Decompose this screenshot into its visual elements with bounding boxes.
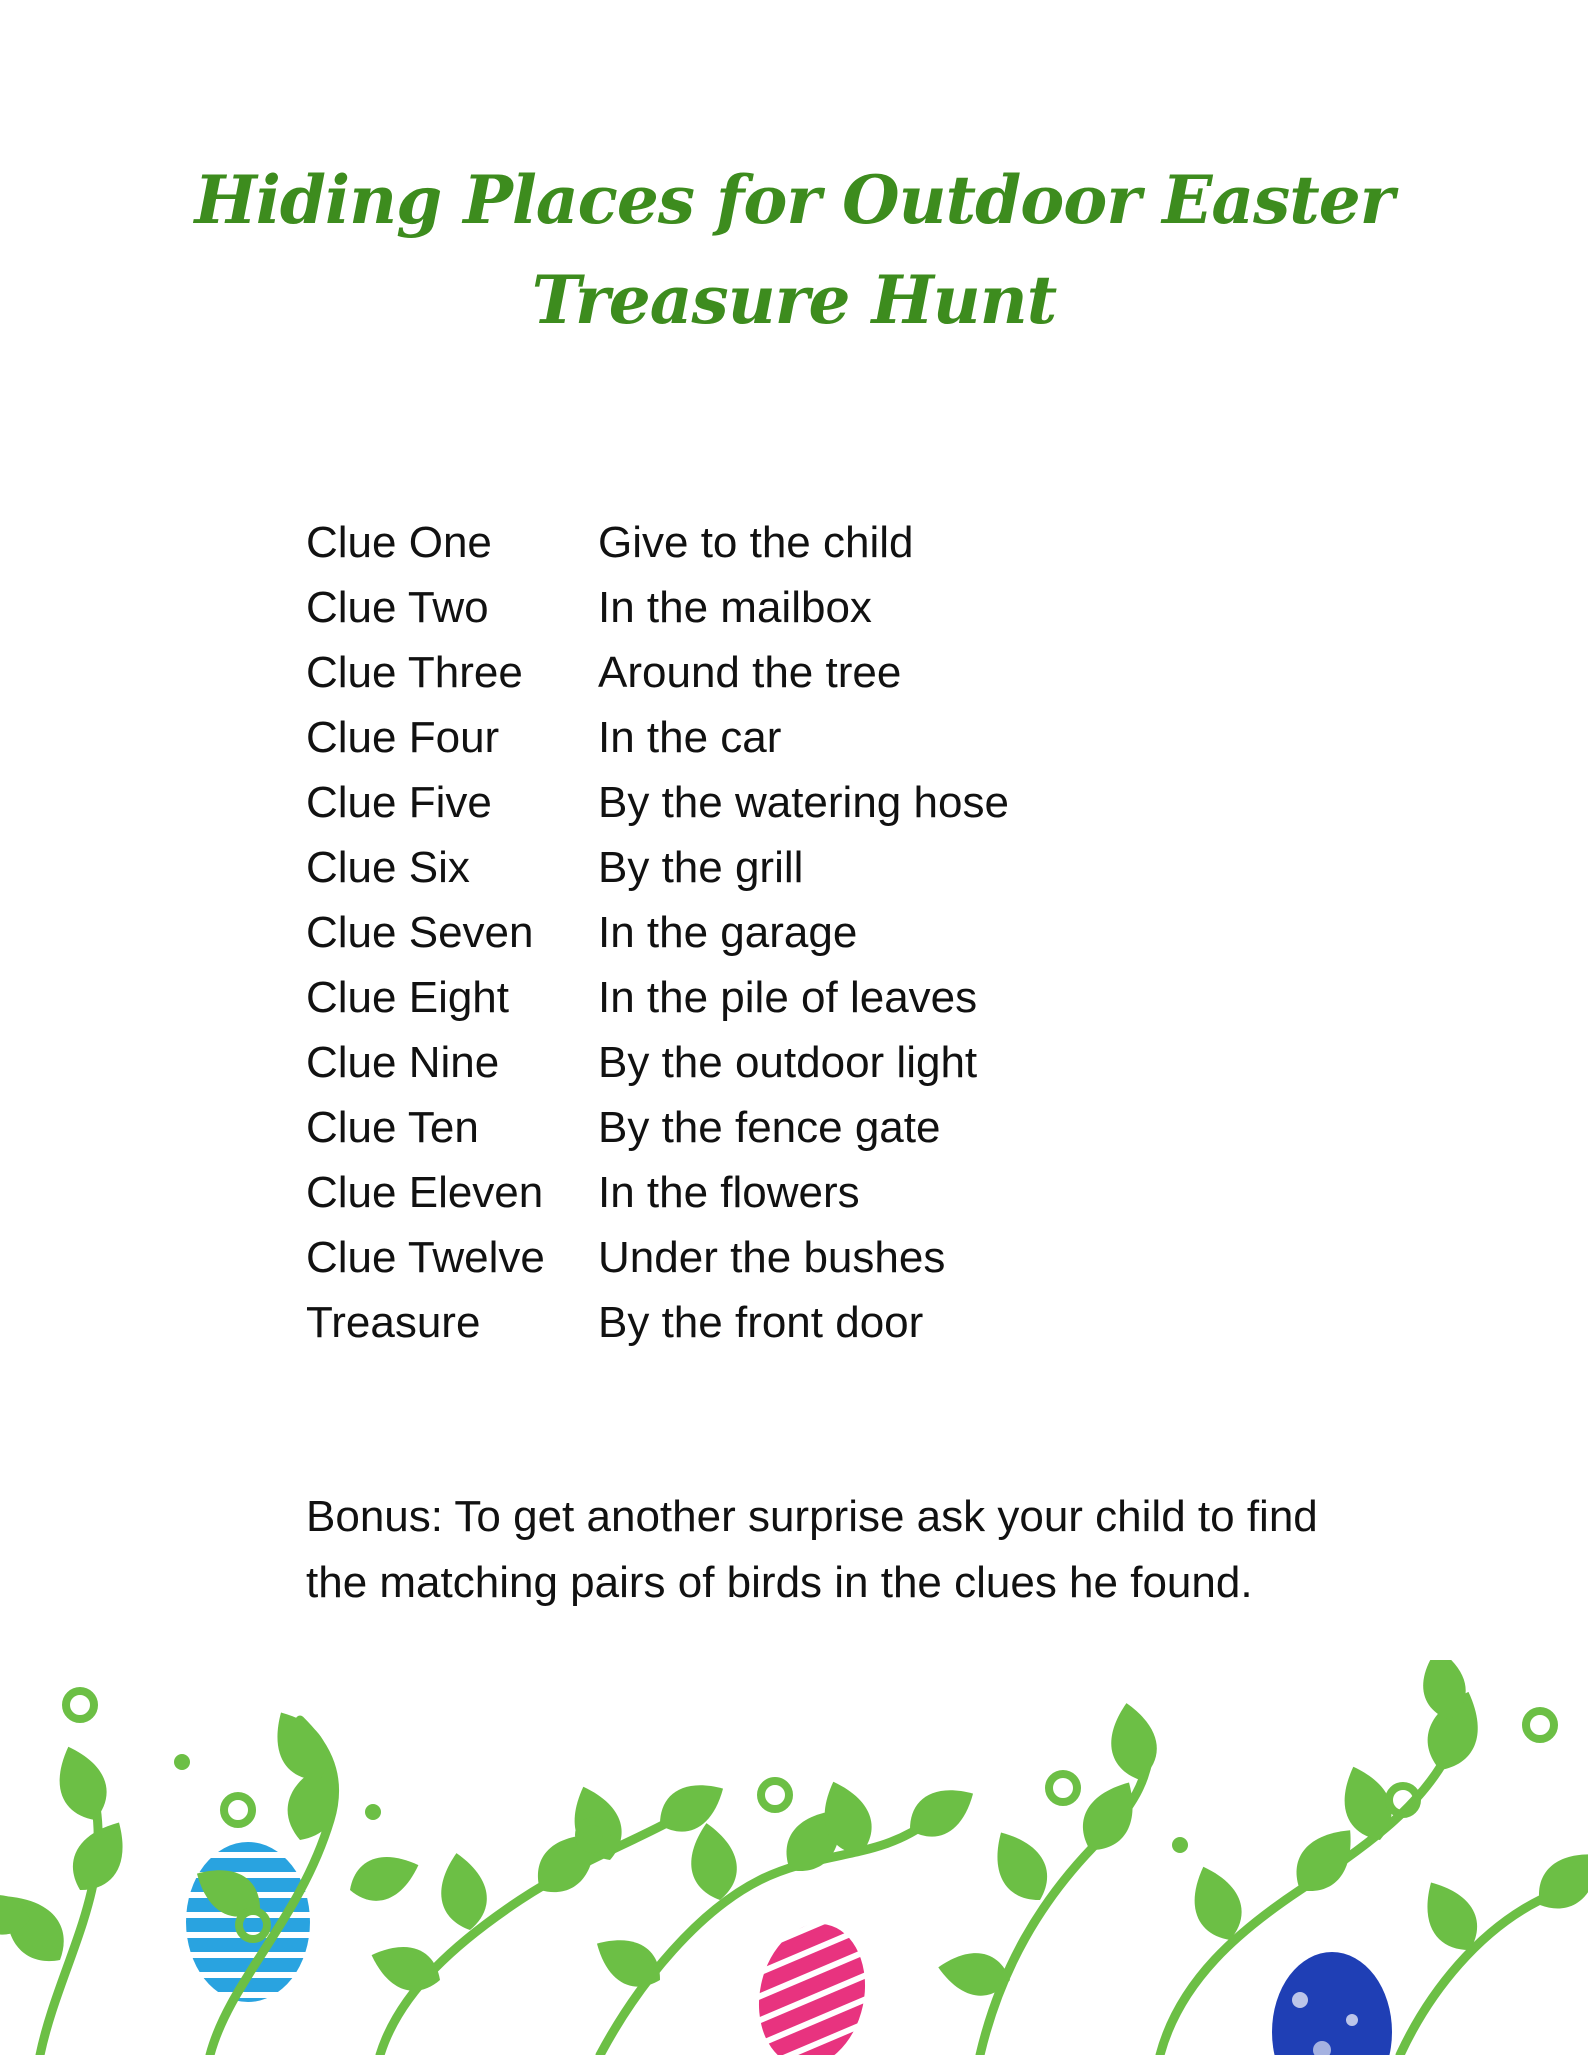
clue-name: Clue Ten <box>306 1103 479 1152</box>
clue-name: Clue Two <box>306 583 489 632</box>
clue-name: Clue Seven <box>306 908 534 957</box>
clue-row <box>306 1160 1009 1225</box>
clue-name: Clue Eight <box>306 973 510 1022</box>
clue-row <box>306 1225 1009 1290</box>
clue-place: By the front door <box>598 1298 924 1347</box>
clue-place: By the outdoor light <box>598 1038 978 1087</box>
page-title: Hiding Places for Outdoor Easter Treasure Hunt <box>194 161 1394 339</box>
clue-name: Clue Six <box>306 843 470 892</box>
clue-place: In the pile of leaves <box>598 973 978 1022</box>
bonus-text: Bonus: To get another surprise ask your child to find the matching pairs of birds in the clues he found. <box>306 1492 1318 1607</box>
clue-place: By the watering hose <box>598 778 1009 827</box>
clue-row <box>306 705 1009 770</box>
clue-name: Clue Twelve <box>306 1233 545 1282</box>
clue-row <box>306 510 1009 575</box>
clue-place: In the garage <box>598 908 858 957</box>
clue-place: In the car <box>598 713 782 762</box>
clue-name: Clue Five <box>306 778 492 827</box>
clue-row <box>306 965 1009 1030</box>
easter-egg-icon <box>746 1914 878 2055</box>
clue-row <box>306 1030 1009 1095</box>
clue-name: Treasure <box>306 1298 481 1347</box>
clue-place: Under the bushes <box>598 1233 946 1282</box>
clue-name: Clue Three <box>306 648 523 697</box>
clue-name: Clue Nine <box>306 1038 500 1087</box>
clue-place: Give to the child <box>598 518 914 567</box>
clue-list <box>306 510 1009 1355</box>
clue-place: Around the tree <box>598 648 902 697</box>
clue-row <box>306 1095 1009 1160</box>
clue-place: In the mailbox <box>598 583 872 632</box>
clue-row-treasure <box>306 1290 1009 1355</box>
clue-name: Clue Eleven <box>306 1168 544 1217</box>
clue-row <box>306 900 1009 965</box>
easter-egg-icon <box>1272 1952 1392 2055</box>
clue-name: Clue One <box>306 518 492 567</box>
clue-row <box>306 770 1009 835</box>
clue-row <box>306 640 1009 705</box>
clue-name: Clue Four <box>306 713 500 762</box>
clue-place: By the fence gate <box>598 1103 941 1152</box>
clue-row <box>306 835 1009 900</box>
clue-place: In the flowers <box>598 1168 860 1217</box>
vine-decoration <box>0 1660 1588 2055</box>
clue-place: By the grill <box>598 843 804 892</box>
clue-row <box>306 575 1009 640</box>
